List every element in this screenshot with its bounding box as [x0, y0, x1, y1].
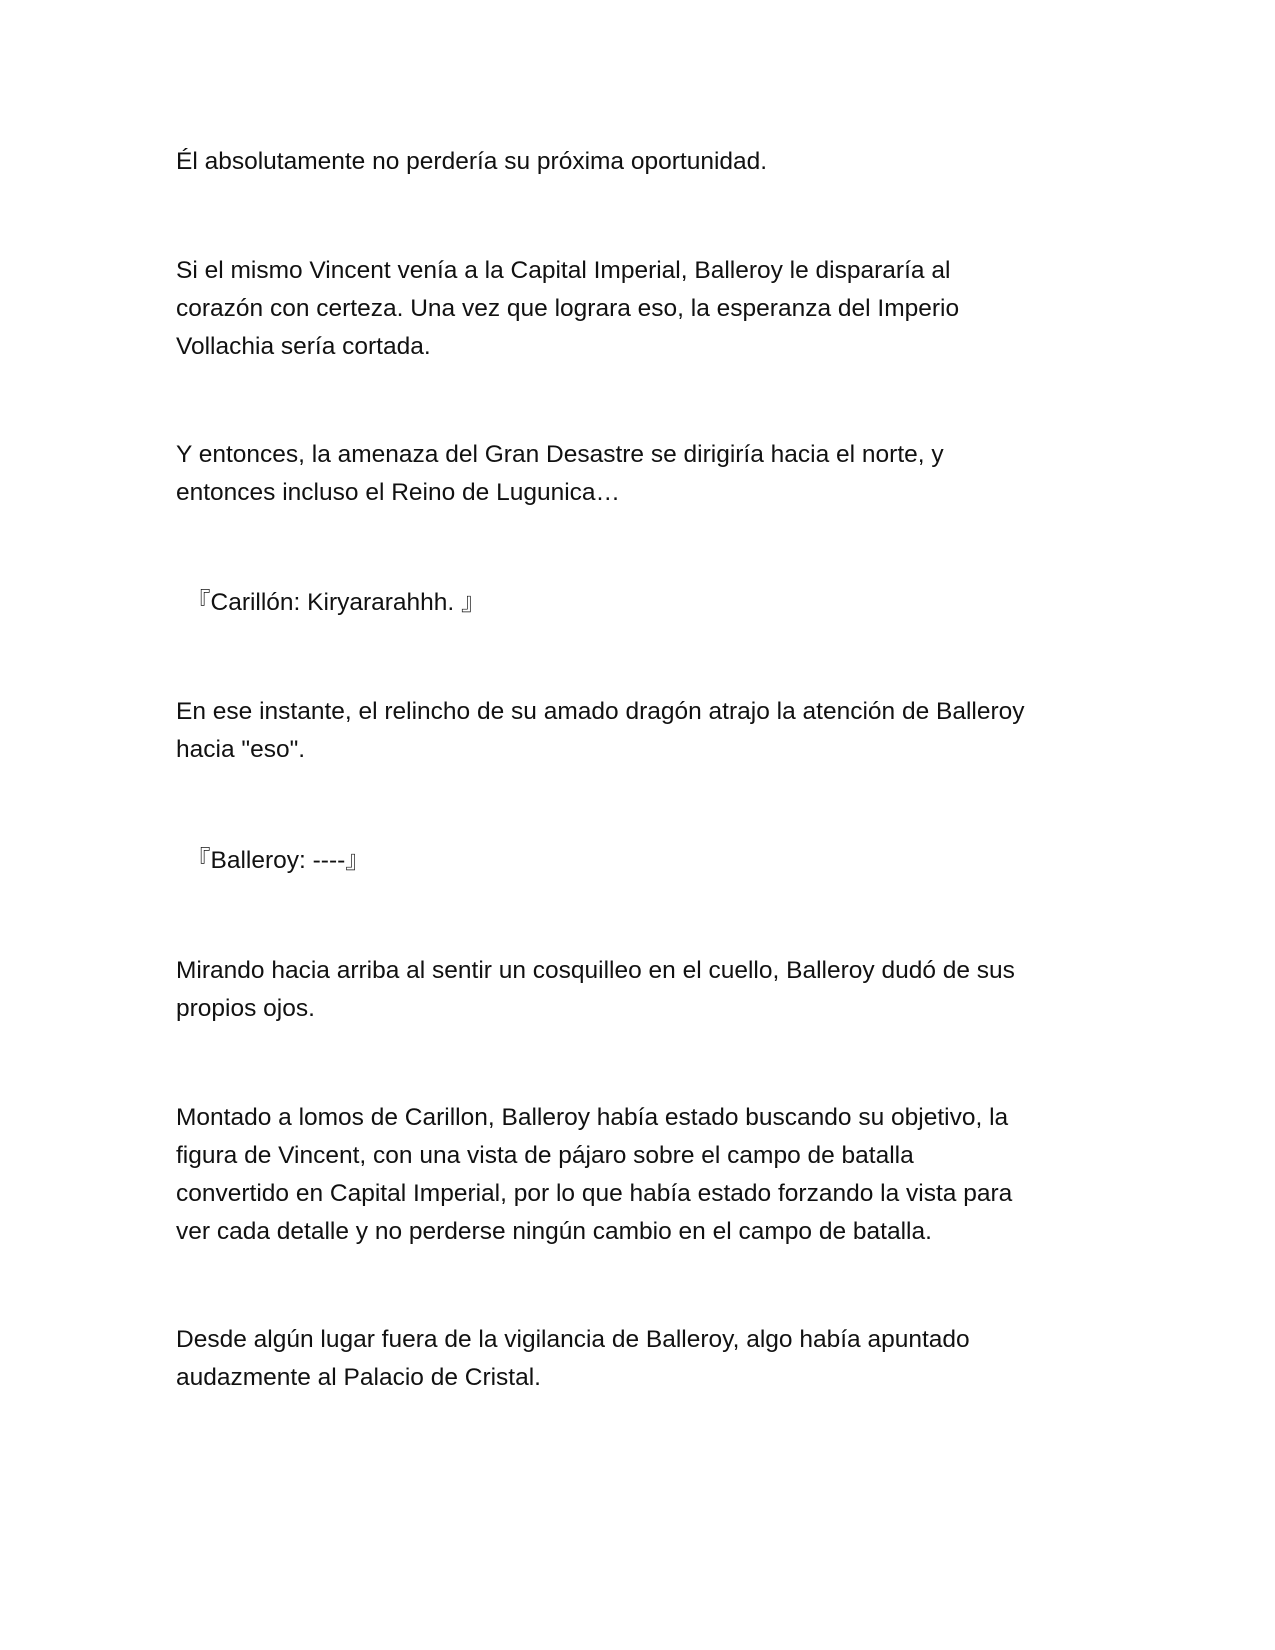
text-line: Él absolutamente no perdería su próxima oportunidad. — [176, 148, 768, 175]
text-line: Vollachia sería cortada. — [176, 333, 431, 360]
text-line: Mirando hacia arriba al sentir un cosquilleo en el cuello, Balleroy dudó de sus — [176, 957, 1015, 984]
text-line: propios ojos. — [176, 995, 315, 1022]
text-line: ver cada detalle y no perderse ningún cambio en el campo de batalla. — [176, 1218, 932, 1245]
text-line: corazón con certeza. Una vez que lograra eso, la esperanza del Imperio — [176, 295, 960, 322]
paragraph-8 — [176, 1099, 1106, 1251]
text-line: figura de Vincent, con una vista de pájaro sobre el campo de batalla — [176, 1142, 914, 1169]
text-line: Desde algún lugar fuera de la vigilancia de Balleroy, algo había apuntado — [176, 1326, 970, 1353]
text-line: hacia "eso". — [176, 736, 306, 763]
paragraph-3 — [176, 436, 1106, 512]
paragraph-1 — [176, 143, 1106, 181]
text-line: Si el mismo Vincent venía a la Capital Imperial, Balleroy le dispararía al — [176, 257, 951, 284]
dialog-line-carillon — [186, 584, 1116, 622]
text-line: convertido en Capital Imperial, por lo que había estado forzando la vista para — [176, 1180, 1013, 1207]
text-line: entonces incluso el Reino de Lugunica… — [176, 479, 621, 506]
paragraph-9 — [176, 1321, 1106, 1397]
text-line: Montado a lomos de Carillon, Balleroy había estado buscando su objetivo, la — [176, 1104, 1009, 1131]
text-line: 『Balleroy: ----』 — [186, 847, 370, 874]
dialog-line-balleroy — [186, 842, 1116, 880]
text-line: Y entonces, la amenaza del Gran Desastre se dirigiría hacia el norte, y — [176, 441, 944, 468]
text-line: 『Carillón: Kiryararahhh. 』 — [186, 589, 486, 616]
text-line: audazmente al Palacio de Cristal. — [176, 1364, 541, 1391]
text-line: En ese instante, el relincho de su amado dragón atrajo la atención de Balleroy — [176, 698, 1025, 725]
paragraph-2 — [176, 252, 1106, 366]
paragraph-5 — [176, 693, 1106, 769]
paragraph-7 — [176, 952, 1106, 1028]
